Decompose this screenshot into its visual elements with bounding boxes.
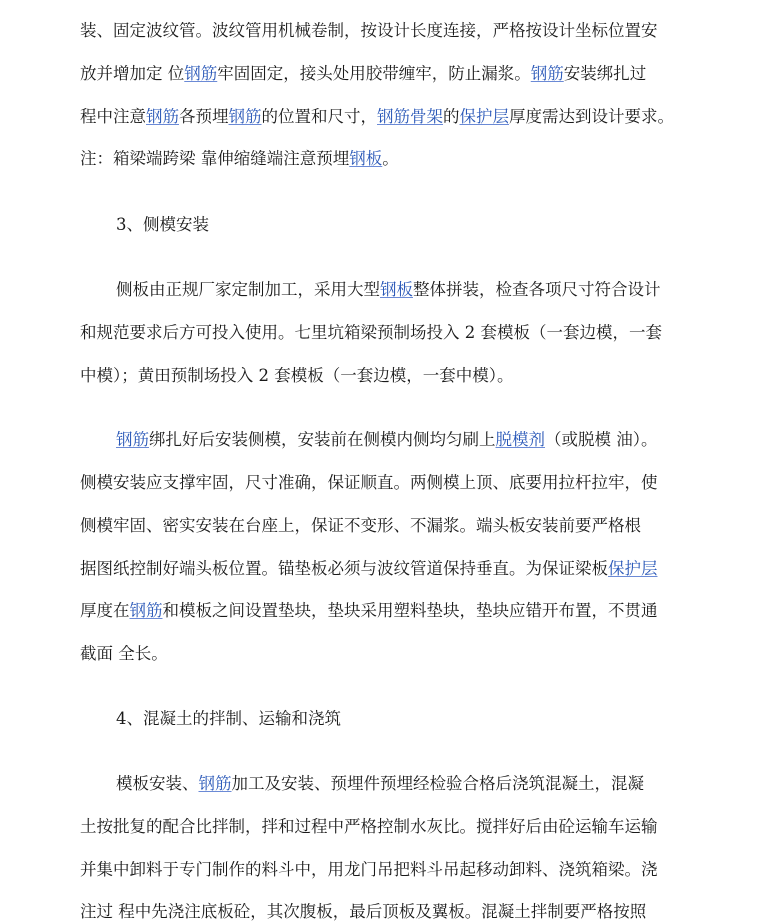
- text-run: 据图纸控制好端头板位置。锚垫板必须与波纹管道保持垂直。为保证梁板: [80, 559, 608, 578]
- text-run: 。: [382, 149, 399, 168]
- text-line: [80, 321, 720, 345]
- glossary-link[interactable]: 钢筋: [116, 430, 149, 449]
- text-run: 的位置和尺寸，: [261, 107, 377, 126]
- text-run: 牢固固定，接头处用胶带缠牢，防止漏浆。: [217, 64, 531, 83]
- text-line: [80, 364, 720, 388]
- text-run: 的: [443, 107, 460, 126]
- text-line: [80, 471, 720, 495]
- text-run: 中模）；黄田预制场投入 2 套模板（一套边模，一套中模）。: [80, 366, 514, 385]
- text-run: 土按批复的配合比拌制，拌和过程中严格控制水灰比。搅拌好后由砼运输车运输: [80, 817, 658, 836]
- text-run: 厚度需达到设计要求。: [509, 107, 674, 126]
- text-line: [80, 62, 720, 86]
- text-run: 加工及安装、预埋件预埋经检验合格后浇筑混凝土，混凝: [231, 774, 644, 793]
- glossary-link[interactable]: 钢筋: [146, 107, 179, 126]
- text-run: 和规范要求后方可投入使用。七里坑箱梁预制场投入 2 套模板（一套边模，一套: [80, 323, 662, 342]
- text-run: 侧模牢固、密实安装在台座上，保证不变形、不漏浆。端头板安装前要严格根: [80, 516, 641, 535]
- text-run: 装、固定波纹管。波纹管用机械卷制，按设计长度连接，严格按设计坐标位置安: [80, 21, 658, 40]
- text-run: 模板安装、: [116, 774, 199, 793]
- glossary-link[interactable]: 钢筋: [184, 64, 218, 83]
- text-line: [80, 514, 720, 538]
- text-run: 安装绑扎过: [563, 64, 647, 83]
- text-run: 放并增加定 位: [80, 64, 185, 83]
- text-line: [80, 858, 720, 882]
- text-line: [80, 642, 720, 666]
- text-line: [116, 278, 720, 302]
- text-run: 程中注意: [80, 107, 146, 126]
- text-run: 侧模安装应支撑牢固，尺寸准确，保证顺直。两侧模上顶、底要用拉杆拉牢，使: [80, 473, 658, 492]
- text-run: 各预埋: [179, 107, 229, 126]
- text-run: 侧板由正规厂家定制加工，采用大型: [116, 280, 380, 299]
- glossary-link[interactable]: 钢筋: [228, 107, 262, 126]
- text-line: [116, 772, 720, 796]
- text-run: 注：箱梁端跨梁 靠伸缩缝端注意预埋: [80, 149, 350, 168]
- glossary-link[interactable]: 钢筋: [129, 601, 163, 620]
- glossary-link[interactable]: 保护层: [608, 559, 658, 578]
- text-run: 厚度在: [80, 601, 130, 620]
- text-run: 注过 程中先浇注底板砼，其次腹板，最后顶板及翼板。混凝土拌制要严格按照: [80, 902, 647, 921]
- section-heading: 3、侧模安装: [116, 215, 209, 234]
- text-run: 并集中卸料于专门制作的料斗中，用龙门吊把料斗吊起移动卸料、浇筑箱梁。浇: [80, 860, 658, 879]
- text-line: [80, 815, 720, 839]
- text-run: 截面 全长。: [80, 644, 168, 663]
- text-run: （或脱模 油）。: [545, 430, 658, 449]
- glossary-link[interactable]: 钢板: [380, 280, 413, 299]
- text-line: [80, 557, 720, 581]
- section-heading: 4、混凝土的拌制、运输和浇筑: [116, 709, 341, 728]
- text-run: 绑扎好后安装侧模，安装前在侧模内侧均匀刷上: [149, 430, 496, 449]
- text-line: [80, 19, 720, 43]
- text-run: 整体拼装，检查各项尺寸符合设计: [413, 280, 661, 299]
- glossary-link[interactable]: 钢筋骨架: [377, 107, 443, 126]
- glossary-link[interactable]: 脱模剂: [495, 430, 545, 449]
- glossary-link[interactable]: 钢筋: [198, 774, 232, 793]
- text-line: [80, 147, 720, 171]
- text-run: 和模板之间设置垫块，垫块采用塑料垫块，垫块应错开布置，不贯通: [162, 601, 658, 620]
- glossary-link[interactable]: 保护层: [459, 107, 509, 126]
- text-line: [80, 599, 720, 623]
- text-line: [80, 900, 720, 924]
- text-line: [80, 105, 720, 129]
- text-line: [116, 428, 720, 452]
- glossary-link[interactable]: 钢筋: [530, 64, 564, 83]
- glossary-link[interactable]: 钢板: [349, 149, 383, 168]
